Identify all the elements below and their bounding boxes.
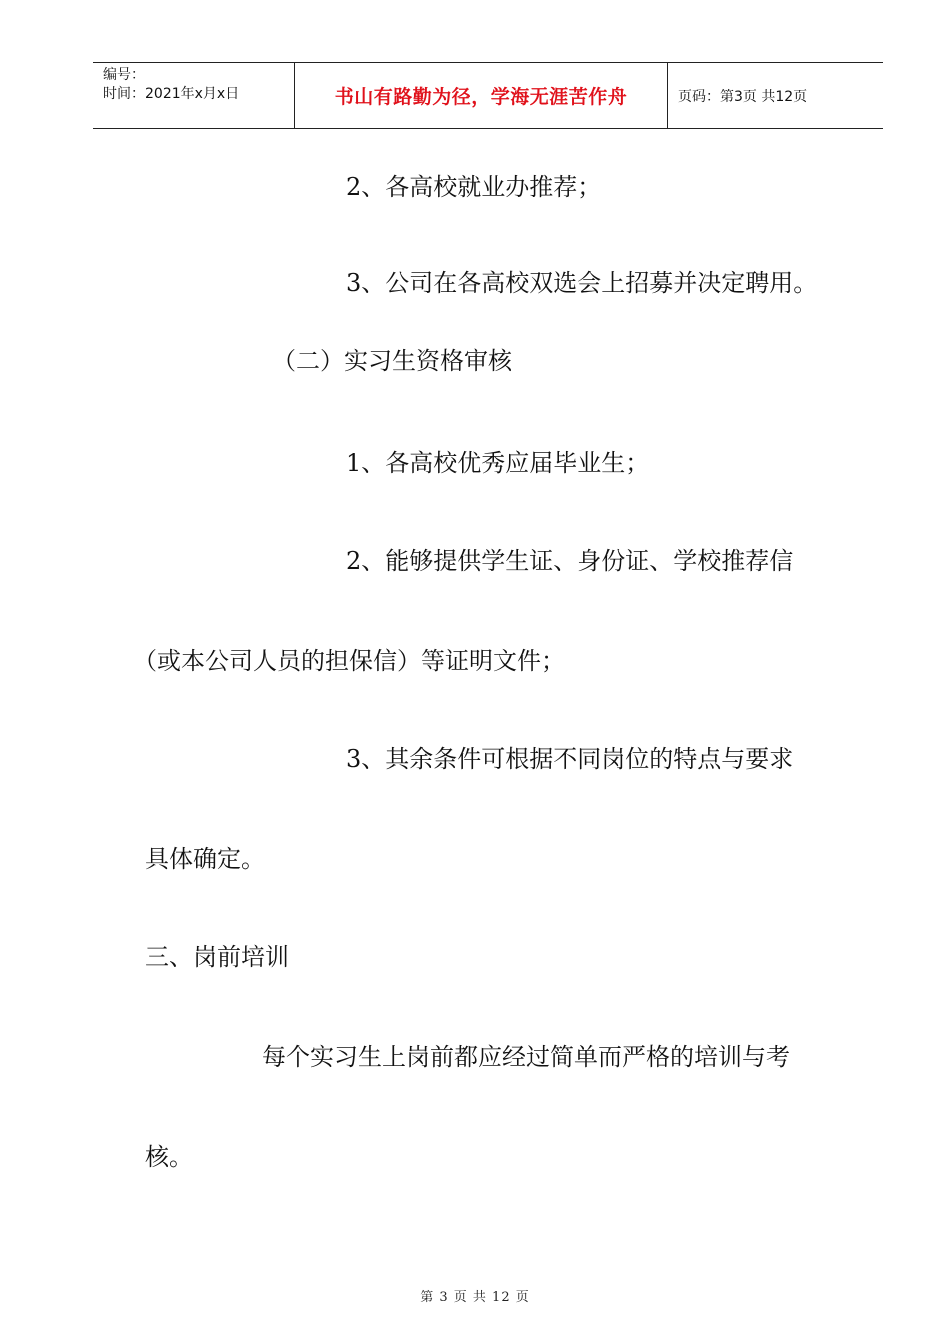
header-divider-right — [667, 63, 668, 128]
paragraph-line: 3、公司在各高校双选会上招募并决定聘用。 — [346, 269, 818, 297]
document-time: 时间：2021年x月x日 — [103, 86, 240, 102]
page-footer: 第 3 页 共 12 页 — [420, 1290, 530, 1305]
page-header — [93, 62, 883, 129]
paragraph-line: 具体确定。 — [145, 845, 265, 873]
header-meta — [103, 66, 239, 104]
paragraph-line: 核。 — [145, 1143, 193, 1171]
section-heading: 三、岗前培训 — [145, 943, 289, 971]
paragraph-line: 1、各高校优秀应届毕业生； — [346, 449, 650, 477]
paragraph-line: 3、其余条件可根据不同岗位的特点与要求 — [346, 745, 794, 773]
paragraph-line: 2、各高校就业办推荐； — [346, 173, 602, 201]
header-motto: 书山有路勤为径，学海无涯苦作舟 — [334, 86, 628, 108]
paragraph-line: （或本公司人员的担保信）等证明文件； — [133, 647, 565, 675]
paragraph-line: 每个实习生上岗前都应经过简单而严格的培训与考 — [262, 1043, 790, 1071]
section-heading: （二）实习生资格审核 — [272, 347, 512, 375]
paragraph-line: 2、能够提供学生证、身份证、学校推荐信 — [346, 547, 794, 575]
document-number-label: 编号： — [103, 67, 145, 83]
header-page-info: 页码：第3页 共12页 — [678, 88, 808, 105]
